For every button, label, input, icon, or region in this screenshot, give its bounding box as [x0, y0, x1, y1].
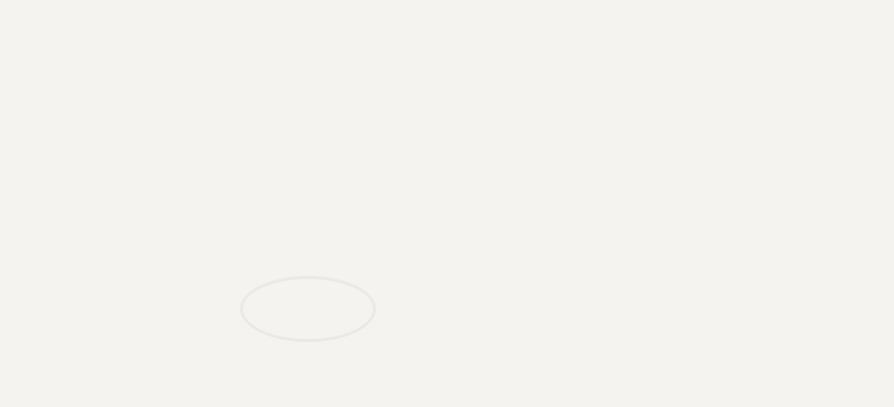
notice-title — [10, 6, 880, 24]
notice-line — [10, 243, 880, 259]
notice-line — [10, 276, 880, 292]
notice-line — [10, 358, 880, 374]
notice-line — [10, 292, 880, 308]
notice-line — [10, 194, 880, 210]
notice-body — [10, 30, 880, 407]
notice-line — [10, 309, 880, 325]
notice-line — [10, 178, 880, 194]
notice-line — [10, 391, 880, 407]
notice-line — [10, 63, 880, 79]
notice-line — [10, 259, 880, 275]
notice-line — [10, 79, 880, 95]
notice-line — [10, 96, 880, 112]
notice-line — [10, 161, 880, 177]
notice-line — [10, 374, 880, 390]
notice-line — [10, 227, 880, 243]
notice-line — [10, 145, 880, 161]
notice-line — [10, 30, 880, 46]
notice-line — [10, 46, 880, 62]
notice-line — [10, 128, 880, 144]
notice-line — [10, 210, 880, 226]
notice-line — [10, 325, 880, 341]
notice-line — [10, 341, 880, 357]
notice-line — [10, 112, 880, 128]
